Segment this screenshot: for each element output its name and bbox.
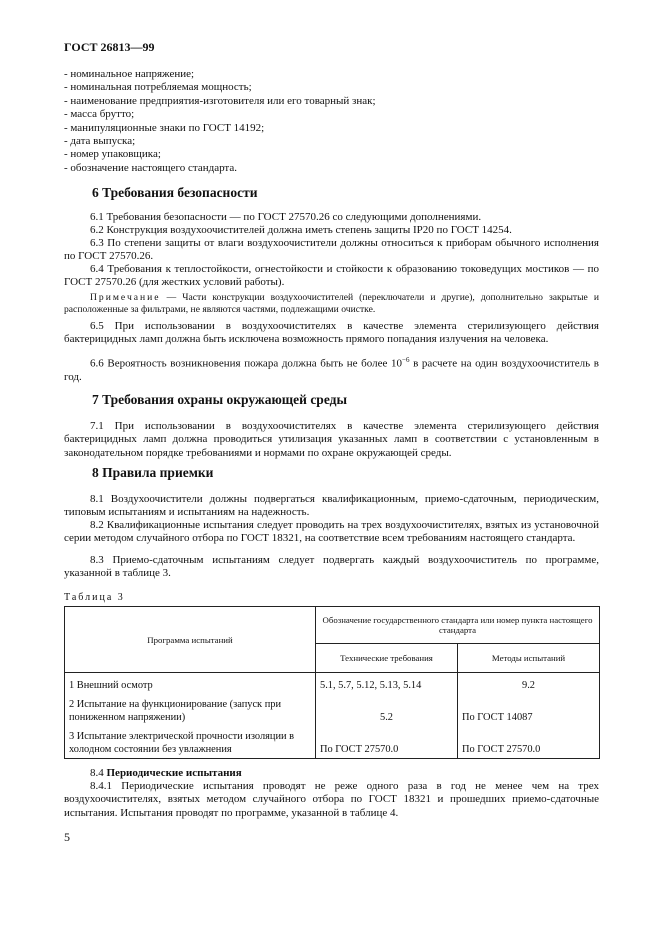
list-item: - масса брутто; [64, 108, 135, 121]
cell-text: 5.1, 5.7, 5.12, 5.13, 5.14 [320, 680, 422, 691]
paragraph-6-1: 6.1 Требования безопасности — по ГОСТ 27570.26 со следующими дополнениями. [90, 211, 482, 223]
list-item: - номер упаковщика; [64, 148, 161, 161]
cell-text: По ГОСТ 27570.0 [320, 744, 399, 755]
table-cell [316, 695, 458, 727]
table-cell [458, 727, 600, 759]
list-item: - номинальная потребляемая мощность; [64, 81, 252, 94]
table-cell [65, 673, 316, 696]
exponent: −6 [402, 356, 410, 364]
list-item: - обозначение настоящего стандарта. [64, 161, 238, 174]
header-program: Программа испытаний [65, 607, 316, 673]
table-cell [316, 727, 458, 759]
table-cell [458, 673, 600, 696]
paragraph-6-6-text-end: в расчете на один воздухоочиститель в год. [64, 357, 599, 384]
table-cell [458, 695, 600, 727]
cell-text: 1 Внешний осмотр [69, 680, 153, 691]
paragraph-8-4-1: 8.4.1 Периодические испытания проводят не реже одного раза в год не менее чем на трех воздухоочистителях, взятых методом случайного отбора по ГОСТ 18321 и прошедших приемо-сдаточные испытания. Испытания проводят по программе, указанной в таблице 4. [64, 780, 599, 819]
paragraph-6-6 [64, 354, 599, 384]
paragraph-8-4-number: 8.4 [90, 767, 107, 779]
list-item: - манипуляционные знаки по ГОСТ 14192; [64, 121, 265, 134]
paragraph-6-2: 6.2 Конструкция воздухоочистителей должна иметь степень защиты IP20 по ГОСТ 14254. [90, 224, 512, 236]
table-row [65, 673, 600, 696]
section-7-heading: 7 Требования охраны окружающей среды [92, 392, 348, 407]
cell-text: 3 Испытание электрической прочности изоляции в холодном состоянии без увлажнения [69, 731, 295, 755]
list-item: - наименование предприятия-изготовителя или его товарный знак; [64, 94, 376, 107]
cell-text: 2 Испытание на функционирование (запуск при пониженном напряжении) [69, 699, 282, 723]
note-text: — Части конструкции воздухоочистителей (переключатели и другие), дополнительно закрытые и расположенные за фильтрами, не являются частями, подлежащими очистке. [64, 292, 599, 315]
paragraph-6-3: 6.3 По степени защиты от влаги воздухоочистители должны относиться к приборам обычного исполнения по ГОСТ 27570.26. [64, 237, 599, 263]
cell-text: 5.2 [380, 712, 393, 723]
table-row [65, 727, 600, 759]
table-row [65, 695, 600, 727]
paragraph-8-2: 8.2 Квалификационные испытания следует проводить на трех воздухоочистителях, взятых из установочной серии методом случайного отбора по ГОСТ 18321, на соответствие всем требованиям настоящего стандарта. [64, 519, 599, 545]
paragraph-7-1: 7.1 При использовании в воздухоочистителях в качестве элемента стерилизующего действия бактерицидных ламп должна проводиться утилизация указанных ламп в соответствии с установленным в законодательном порядке требованиями и нормами по охране окружающей среды. [64, 420, 599, 459]
page-header: ГОСТ 26813—99 [64, 40, 155, 54]
table-cell [65, 695, 316, 727]
paragraph-8-4 [64, 767, 599, 780]
note-label: Примечание [90, 292, 161, 303]
header-designation: Обозначение государственного стандарта или номер пункта настоящего стандарта [316, 607, 600, 644]
cell-text: 9.2 [522, 680, 535, 691]
header-methods: Методы испытаний [458, 644, 600, 673]
paragraph-8-3: 8.3 Приемо-сдаточным испытаниям следует подвергать каждый воздухоочиститель по программе, указанной в таблице 3. [64, 554, 599, 580]
header-tech: Технические требования [316, 644, 458, 673]
section-8-heading: 8 Правила приемки [92, 465, 214, 480]
list-item: - дата выпуска; [64, 135, 136, 148]
page-number: 5 [64, 830, 70, 844]
table-3 [64, 606, 600, 759]
paragraph-6-5: 6.5 При использовании в воздухоочистителях в качестве элемента стерилизующего действия бактерицидных ламп должна быть исключена возможность прямого попадания излучения на человека. [64, 320, 599, 346]
paragraph-6-4: 6.4 Требования к теплостойкости, огнестойкости и стойкости к образованию токоведущих мостиков — по ГОСТ 27570.26 (для жестких условий работы). [64, 263, 599, 289]
list-item: - номинальное напряжение; [64, 68, 195, 80]
table-cell [65, 727, 316, 759]
paragraph-8-4-title: Периодические испытания [106, 767, 242, 779]
cell-text: По ГОСТ 27570.0 [462, 744, 541, 755]
table-caption: Таблица 3 [64, 592, 125, 603]
paragraph-6-6-text: 6.6 Вероятность возникновения пожара должна быть не более 10 [90, 357, 402, 370]
paragraph-8-1: 8.1 Воздухоочистители должны подвергаться квалификационным, приемо-сдаточным, периодическим, типовым испытаниям и испытаниям на надежность. [64, 493, 599, 519]
note-6 [64, 292, 599, 316]
intro-list [64, 68, 604, 175]
section-6-heading: 6 Требования безопасности [92, 185, 258, 200]
cell-text: По ГОСТ 14087 [462, 712, 533, 723]
table-cell [316, 673, 458, 696]
